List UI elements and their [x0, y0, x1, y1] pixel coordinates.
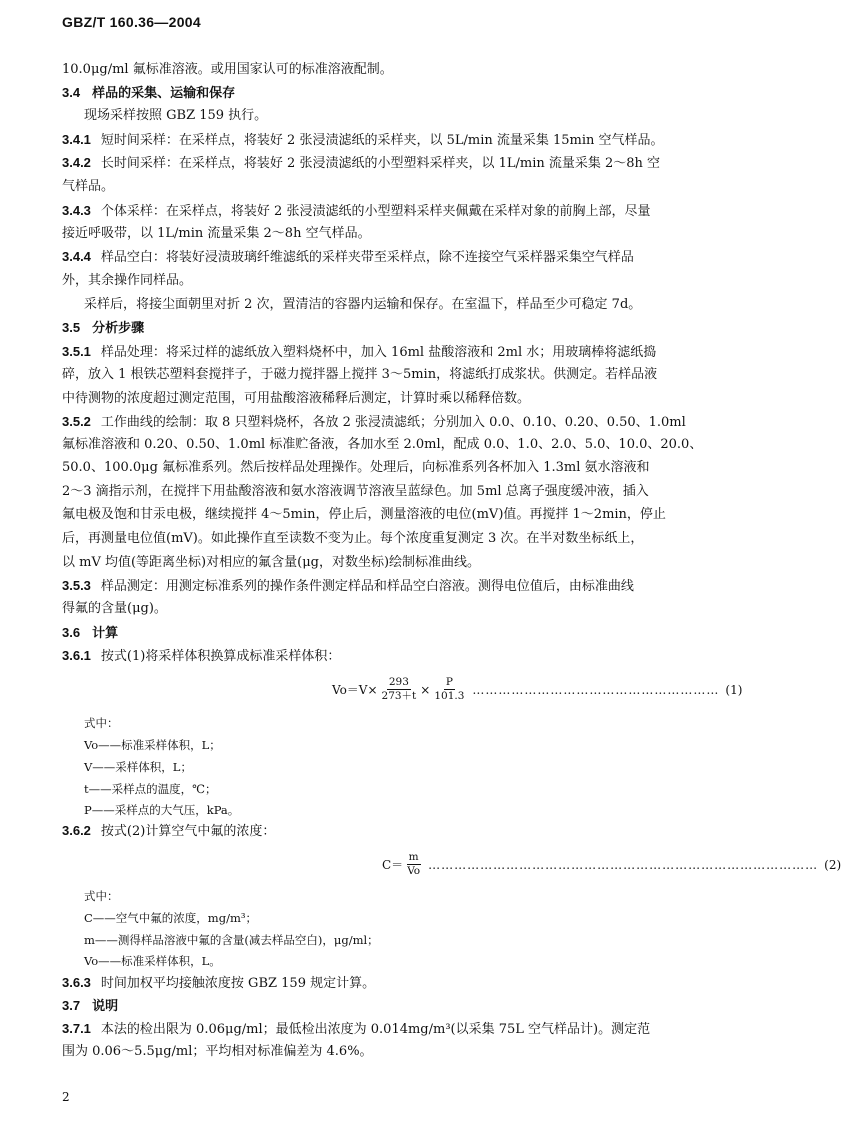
formula-lhs: Vo＝V× — [332, 683, 378, 697]
page-number: 2 — [62, 1090, 70, 1104]
clause-3-4-1 — [62, 129, 664, 152]
clause-text: 个体采样：在采样点，将装好 2 张浸渍滤纸的小型塑料采样夹佩戴在采样对象的前胸上部，尽量 — [100, 204, 651, 219]
clause-number: 3.5.2 — [62, 414, 91, 429]
section-title: 样品的采集、运输和保存 — [92, 85, 236, 100]
clause-3-4-4 — [62, 246, 634, 269]
fraction-concentration — [405, 851, 422, 878]
text-line: 氟标准溶液和 0.20、0.50、1.0ml 标准贮备液，各加水至 2.0ml，配成 0.0、1.0、2.0、5.0、10.0、20.0、 — [62, 437, 703, 452]
leader-dots: ……………………………………………………………………………… — [428, 857, 819, 872]
section-title: 计算 — [92, 625, 119, 640]
clause-3-4-2 — [62, 152, 660, 175]
text-line: 以 mV 均值(等距离坐标)对相应的氟含量(μg，对数坐标)绘制标准曲线。 — [62, 555, 481, 570]
section-3-5-heading — [62, 317, 144, 339]
clause-text: 时间加权平均接触浓度按 GBZ 159 规定计算。 — [100, 976, 376, 991]
definition-item: Vo——标准采样体积，L； — [84, 738, 221, 752]
text-line: 得氟的含量(μg)。 — [62, 601, 167, 616]
clause-text: 样品空白：将装好浸渍玻璃纤维滤纸的采样夹带至采样点，除不连接空气采样器采集空气样品 — [100, 250, 634, 265]
section-number: 3.7 — [62, 998, 81, 1013]
text-line: 围为 0.06～5.5μg/ml；平均相对标准偏差为 4.6%。 — [62, 1044, 373, 1059]
document-header: GBZ/T 160.36—2004 — [62, 14, 201, 30]
fraction-numerator: 293 — [388, 676, 409, 688]
definition-item: P——采样点的大气压，kPa。 — [84, 803, 240, 817]
clause-number: 3.5.3 — [62, 578, 91, 593]
clause-text: 工作曲线的绘制：取 8 只塑料烧杯，各放 2 张浸渍滤纸；分别加入 0.0、0.10、0.20、0.50、1.0ml — [100, 415, 686, 430]
fraction-denominator: 101.3 — [434, 690, 465, 702]
clause-text: 本法的检出限为 0.06μg/ml；最低检出浓度为 0.014mg/m³(以采集 75L 空气样品计)。测定范 — [100, 1022, 651, 1037]
text-line: 采样后，将接尘面朝里对折 2 次，置清洁的容器内运输和保存。在室温下，样品至少可稳定 7d。 — [84, 297, 642, 312]
clause-text: 短时间采样：在采样点，将装好 2 张浸渍滤纸的采样夹，以 5L/min 流量采集 15min 空气样品。 — [100, 133, 664, 148]
fraction-pressure — [432, 676, 466, 703]
where-label: 式中： — [84, 889, 119, 903]
clause-3-5-3 — [62, 575, 634, 598]
clause-3-6-1 — [62, 645, 340, 668]
section-3-7-heading — [62, 995, 118, 1017]
formula-lhs: C＝ — [382, 858, 404, 872]
clause-number: 3.6.2 — [62, 823, 91, 838]
text-line: 现场采样按照 GBZ 159 执行。 — [84, 108, 268, 123]
clause-text: 按式(1)将采样体积换算成标准采样体积： — [100, 649, 341, 664]
section-title: 分析步骤 — [92, 320, 145, 335]
section-3-4-heading — [62, 82, 235, 104]
clause-text: 样品测定：用测定标准系列的操作条件测定样品和样品空白溶液。测得电位值后，由标准曲线 — [100, 579, 634, 594]
text-line: 碎，放入 1 根铁芯塑料套搅拌子，于磁力搅拌器上搅拌 3～5min，将滤纸打成浆状。供测定。若样品液 — [62, 367, 658, 382]
clause-number: 3.5.1 — [62, 344, 91, 359]
definition-item: Vo——标准采样体积，L。 — [84, 954, 221, 968]
text-line: 外，其余操作同样品。 — [62, 273, 193, 288]
clause-3-4-3 — [62, 200, 650, 223]
leader-dots: ………………………………………………… — [472, 682, 720, 697]
clause-text: 长时间采样：在采样点，将装好 2 张浸渍滤纸的小型塑料采样夹，以 1L/min 流量采集 2～8h 空 — [100, 156, 661, 171]
fraction-temperature — [380, 676, 419, 703]
fraction-numerator: P — [445, 676, 453, 688]
text-line: 氟电极及饱和甘汞电极，继续搅拌 4～5min，停止后，测量溶液的电位(mV)值。再搅拌 1～2min，停止 — [62, 507, 666, 522]
clause-3-6-2 — [62, 820, 275, 843]
fraction-numerator: m — [408, 851, 419, 863]
text-line: 2～3 滴指示剂，在搅拌下用盐酸溶液和氨水溶液调节溶液呈蓝绿色。加 5ml 总离子强度缓冲液，插入 — [62, 484, 649, 499]
where-label: 式中： — [84, 716, 119, 730]
definition-item: m——测得样品溶液中氟的含量(减去样品空白)，μg/ml； — [84, 933, 379, 947]
section-3-6-heading — [62, 622, 118, 644]
section-number: 3.5 — [62, 320, 81, 335]
text-line: 气样品。 — [62, 179, 115, 194]
clause-number: 3.7.1 — [62, 1021, 91, 1036]
formula-2 — [382, 851, 841, 878]
clause-number: 3.4.4 — [62, 249, 91, 264]
text-line: 后，再测量电位值(mV)。如此操作直至读数不变为止。每个浓度重复测定 3 次。在半对数坐标纸上， — [62, 531, 644, 546]
clause-3-5-2 — [62, 411, 686, 434]
clause-3-5-1 — [62, 341, 656, 364]
definition-item: V——采样体积，L； — [84, 760, 192, 774]
text-line: 50.0、100.0μg 氟标准系列。然后按样品处理操作。处理后，向标准系列各杯加入 1.3ml 氨水溶液和 — [62, 460, 650, 475]
formula-times: × — [420, 682, 431, 697]
clause-number: 3.6.3 — [62, 975, 91, 990]
definition-item: t——采样点的温度，℃； — [84, 782, 217, 796]
text-line: 接近呼吸带，以 1L/min 流量采集 2～8h 空气样品。 — [62, 226, 371, 241]
clause-number: 3.4.1 — [62, 132, 91, 147]
section-number: 3.4 — [62, 85, 81, 100]
fraction-denominator: Vo — [407, 865, 421, 877]
section-title: 说明 — [92, 998, 119, 1013]
clause-number: 3.6.1 — [62, 648, 91, 663]
clause-3-7-1 — [62, 1018, 650, 1041]
equation-number: (1) — [725, 682, 743, 697]
definition-item: C——空气中氟的浓度，mg/m³； — [84, 911, 257, 925]
clause-3-6-3 — [62, 972, 375, 995]
clause-text: 样品处理：将采过样的滤纸放入塑料烧杯中，加入 16ml 盐酸溶液和 2ml 水；用玻璃棒将滤纸捣 — [100, 345, 657, 360]
clause-number: 3.4.2 — [62, 155, 91, 170]
section-number: 3.6 — [62, 625, 81, 640]
text-line: 中待测物的浓度超过测定范围，可用盐酸溶液稀释后测定，计算时乘以稀释倍数。 — [62, 391, 531, 406]
clause-text: 按式(2)计算空气中氟的浓度： — [100, 824, 276, 839]
equation-number: (2) — [824, 857, 841, 872]
formula-1 — [332, 676, 742, 703]
fraction-denominator: 273＋t — [381, 690, 417, 702]
clause-number: 3.4.3 — [62, 203, 91, 218]
text-line: 10.0μg/ml 氟标准溶液。或用国家认可的标准溶液配制。 — [62, 62, 393, 77]
